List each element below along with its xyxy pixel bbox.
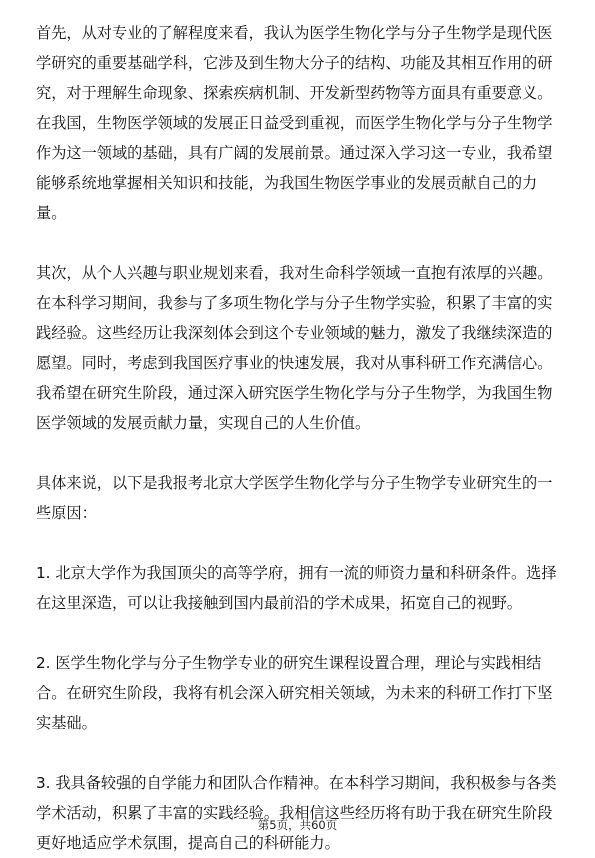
- paragraph-interest-career: 其次，从个人兴趣与职业规划来看，我对生命科学领域一直抱有浓厚的兴趣。在本科学习期间，我参与了多项生物化学与分子生物学实验，积累了丰富的实践经验。这些经历让我深刻体会到这个专业领域的魅力，激发了我继续深造的愿望。同时，考虑到我国医疗事业的快速发展，我对从事科研工作充满信心。我希望在研究生阶段，通过深入研究医学生物化学与分子生物学，为我国生物医学领域的发展贡献力量，实现自己的人生价值。: [36, 264, 553, 432]
- paragraph-spacer: [36, 228, 559, 258]
- page-number-footer: 第5页，共60页: [257, 818, 338, 832]
- reason-item-2: 2. 医学生物化学与分子生物学专业的研究生课程设置合理，理论与实践相结合。在研究生阶段，我将有机会深入研究相关领域，为未来的科研工作打下坚实基础。: [36, 654, 553, 732]
- paragraph-spacer: [36, 738, 559, 768]
- reason-item-1: 1. 北京大学作为我国顶尖的高等学府，拥有一流的师资力量和科研条件。选择在这里深造，可以让我接触到国内最前沿的学术成果，拓宽自己的视野。: [36, 564, 557, 612]
- paragraph-spacer: [36, 438, 559, 468]
- paragraph-spacer: [36, 618, 559, 648]
- paragraph-spacer: [36, 528, 559, 558]
- reason-item-3: 3. 我具备较强的自学能力和团队合作精神。在本科学习期间，我积极参与各类学术活动，积累了丰富的实践经验。我相信这些经历将有助于我在研究生阶段更好地适应学术氛围，提高自己的科研能力。: [36, 774, 557, 852]
- paragraph-intro-major: 首先，从对专业的了解程度来看，我认为医学生物化学与分子生物学是现代医学研究的重要基础学科，它涉及到生物大分子的结构、功能及其相互作用的研究，对于理解生命现象、探索疾病机制、开发新型药物等方面具有重要意义。在我国，生物医学领域的发展正日益受到重视，而医学生物化学与分子生物学作为这一领域的基础，具有广阔的发展前景。通过深入学习这一专业，我希望能够系统地掌握相关知识和技能，为我国生物医学事业的发展贡献自己的力量。: [36, 24, 553, 222]
- paragraph-reasons-intro: 具体来说，以下是我报考北京大学医学生物化学与分子生物学专业研究生的一些原因：: [36, 474, 553, 522]
- document-body: [36, 18, 559, 858]
